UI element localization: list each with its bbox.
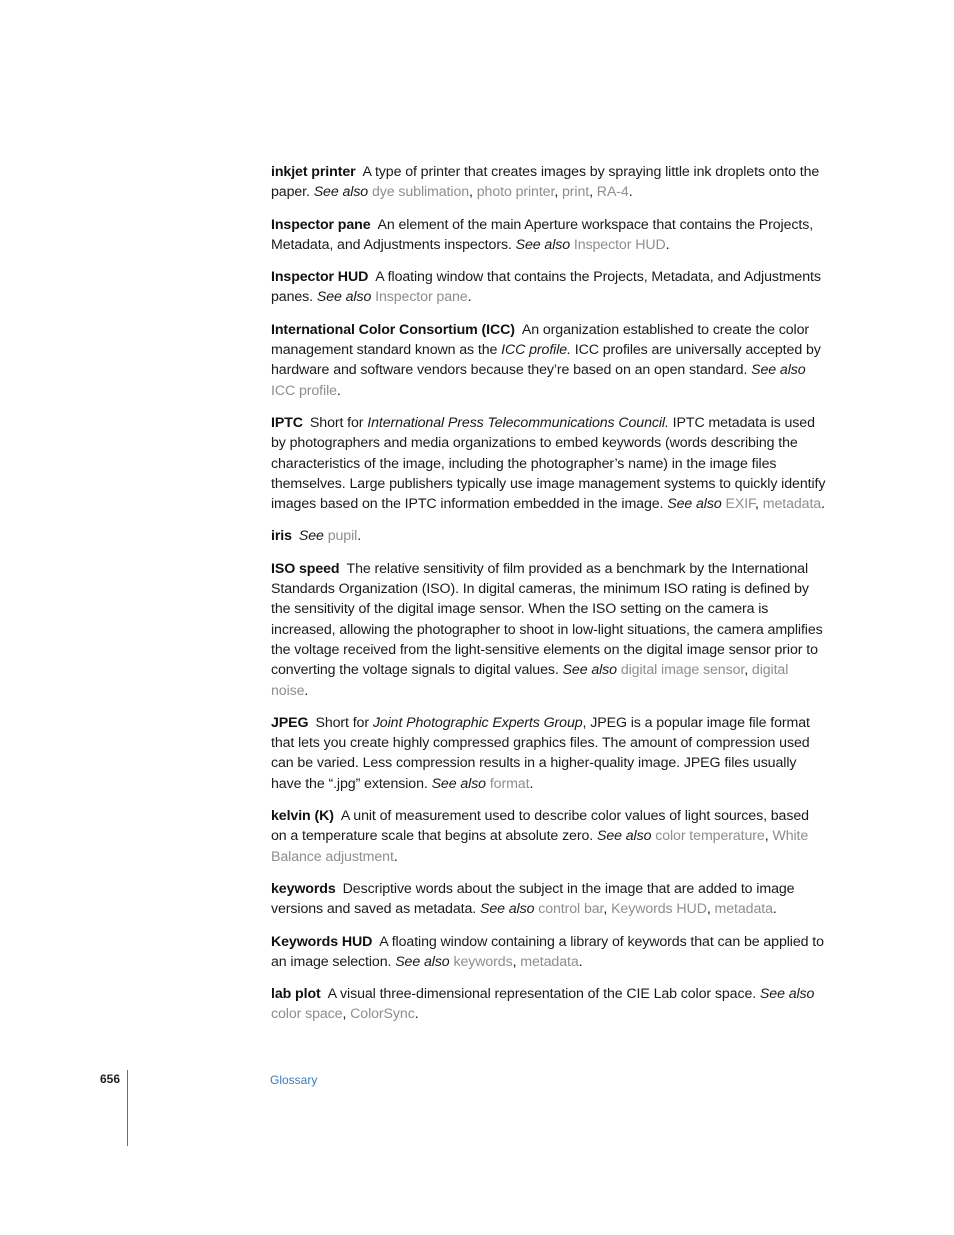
definition-text: Short for <box>309 414 368 431</box>
glossary-term: iris <box>271 528 292 545</box>
definition-text: , <box>764 828 773 845</box>
cross-reference-link[interactable]: White Balance adjustment <box>271 828 809 865</box>
see-also-label: See also <box>395 953 450 970</box>
glossary-entry <box>271 932 827 973</box>
glossary-entry <box>271 806 827 867</box>
see-also-label: See also <box>515 236 571 253</box>
glossary-term: lab plot <box>271 986 321 1003</box>
footer-divider <box>127 1070 128 1146</box>
definition-text: . <box>821 496 825 513</box>
definition-text: ICC profiles are universally accepted by hardware and software vendors because they’re based on an open standard. <box>271 342 821 379</box>
definition-text: . <box>336 382 341 399</box>
glossary-term: Keywords HUD <box>271 933 373 950</box>
definition-text: A visual three-dimensional representation of the CIE Lab color space. <box>327 986 760 1003</box>
see-also-label: See also <box>431 775 486 792</box>
definition-text: . <box>529 775 534 792</box>
definition-text: . <box>772 901 777 918</box>
definition-text: An organization established to create the color management standard known as the <box>271 321 810 359</box>
footer-section-link[interactable]: Glossary <box>270 1073 318 1087</box>
glossary-entries <box>271 162 827 1037</box>
emphasis-text: International Press Telecommunications Council. <box>367 414 669 431</box>
glossary-term: Inspector pane <box>271 216 371 233</box>
cross-reference-link[interactable]: print <box>562 184 590 201</box>
cross-reference-link[interactable]: format <box>489 775 530 792</box>
glossary-entry <box>271 413 827 514</box>
cross-reference-link[interactable]: ColorSync <box>350 1006 415 1023</box>
see-also-label: See also <box>667 496 722 513</box>
cross-reference-link[interactable]: Inspector HUD <box>573 236 666 253</box>
cross-reference-link[interactable]: keywords <box>453 953 513 970</box>
glossary-term: inkjet printer <box>271 164 356 180</box>
see-also-label: See also <box>751 362 806 379</box>
definition-text: , <box>469 184 477 201</box>
cross-reference-link[interactable]: control bar <box>538 901 604 918</box>
see-also-label: See also <box>316 289 372 306</box>
cross-reference-link[interactable]: metadata <box>762 496 822 513</box>
definition-text: , <box>603 901 612 918</box>
glossary-term: JPEG <box>271 714 309 731</box>
emphasis-text: Joint Photographic Experts Group <box>372 714 583 731</box>
glossary-entry <box>271 879 827 920</box>
glossary-term: IPTC <box>271 414 303 431</box>
see-also-label: See also <box>596 828 652 845</box>
definition-text: , <box>755 496 763 513</box>
definition-text: . <box>665 236 670 253</box>
definition-text: . <box>578 953 583 970</box>
glossary-term: ISO speed <box>271 560 340 577</box>
definition-text: , <box>706 901 715 918</box>
definition-text: . <box>467 289 472 306</box>
cross-reference-link[interactable]: dye sublimation <box>371 184 470 201</box>
glossary-entry <box>271 162 827 203</box>
definition-text: . <box>393 848 398 865</box>
glossary-entry <box>271 320 827 401</box>
definition-text: An element of the main Aperture workspace that contains the Projects, Metadata, and Adjustments inspectors. <box>271 216 814 253</box>
glossary-term: International Color Consortium (ICC) <box>271 321 515 338</box>
definition-text: IPTC metadata is used by photographers and media organizations to embed keywords (words describing the characteristics of the image, including the photographer’s name) in the image files themselves. Large publishers typically use image management systems to quickly identify images based on the IPTC information embedded in the image. <box>271 414 826 513</box>
definition-text: . <box>304 682 309 699</box>
cross-reference-link[interactable]: color space <box>271 1006 343 1023</box>
definition-text: The relative sensitivity of film provided as a benchmark by the International Standards Organization (ISO). In digital cameras, the minimum ISO rating is defined by the sensitivity of the digital image sensor. When the ISO setting on the camera is increased, allowing the photographer to shoot in low-light situations, the camera amplifies the voltage received from the light-sensitive elements on the digital image sensor prior to converting the voltage signals to digital values. <box>271 560 823 679</box>
see-also-label: See also <box>759 986 815 1003</box>
glossary-entry <box>271 559 827 701</box>
glossary-term: Inspector HUD <box>271 269 369 286</box>
definition-text: A floating window that contains the Projects, Metadata, and Adjustments panes. <box>271 269 821 306</box>
glossary-entry <box>271 215 827 256</box>
see-also-label: See also <box>562 662 617 679</box>
glossary-term: keywords <box>271 880 336 897</box>
definition-text: Short for <box>315 714 373 731</box>
glossary-entry <box>271 984 827 1025</box>
cross-reference-link[interactable]: EXIF <box>725 496 756 513</box>
cross-reference-link[interactable]: ICC profile <box>271 382 337 399</box>
definition-text: , <box>589 184 597 201</box>
cross-reference-link[interactable]: photo printer <box>476 184 555 201</box>
cross-reference-link[interactable]: Inspector pane <box>375 289 468 306</box>
cross-reference-link[interactable]: digital image sensor <box>620 662 745 679</box>
definition-text: , <box>554 184 562 201</box>
cross-reference-link[interactable]: digital noise <box>271 662 789 699</box>
glossary-entry <box>271 267 827 308</box>
cross-reference-link[interactable]: color temperature <box>655 828 765 845</box>
cross-reference-link[interactable]: RA-4 <box>596 184 629 201</box>
definition-text: , <box>342 1006 351 1023</box>
definition-text: . <box>357 528 362 545</box>
cross-reference-link[interactable]: metadata <box>714 901 773 918</box>
see-also-label: See also <box>313 184 369 201</box>
glossary-term: kelvin (K) <box>271 808 334 825</box>
definition-text: , JPEG is a popular image file format that lets you create highly compressed graphics files. The amount of compression used can be varied. Less compression results in a higher-quality image. JPEG files usually have the “.jpg” extension. <box>271 714 810 792</box>
page-number: 656 <box>99 1072 120 1086</box>
glossary-entry <box>271 526 827 546</box>
cross-reference-link[interactable]: Keywords HUD <box>611 901 707 918</box>
emphasis-text: ICC profile. <box>501 342 571 359</box>
definition-text: Descriptive words about the subject in the image that are added to image versions and saved as metadata. <box>271 880 795 918</box>
see-also-label: See <box>298 528 324 545</box>
see-also-label: See also <box>479 901 535 918</box>
cross-reference-link[interactable]: metadata <box>520 953 579 970</box>
definition-text: A floating window containing a library of keywords that can be applied to an image selection. <box>271 933 824 970</box>
definition-text: . <box>628 184 633 201</box>
definition-text: A unit of measurement used to describe color values of light sources, based on a temperature scale that begins at absolute zero. <box>271 808 809 845</box>
definition-text: A type of printer that creates images by spraying little ink droplets onto the paper. <box>271 164 820 201</box>
cross-reference-link[interactable]: pupil <box>327 528 358 545</box>
definition-text: , <box>512 953 521 970</box>
definition-text: , <box>744 662 752 679</box>
glossary-entry <box>271 713 827 794</box>
definition-text: . <box>414 1006 419 1023</box>
